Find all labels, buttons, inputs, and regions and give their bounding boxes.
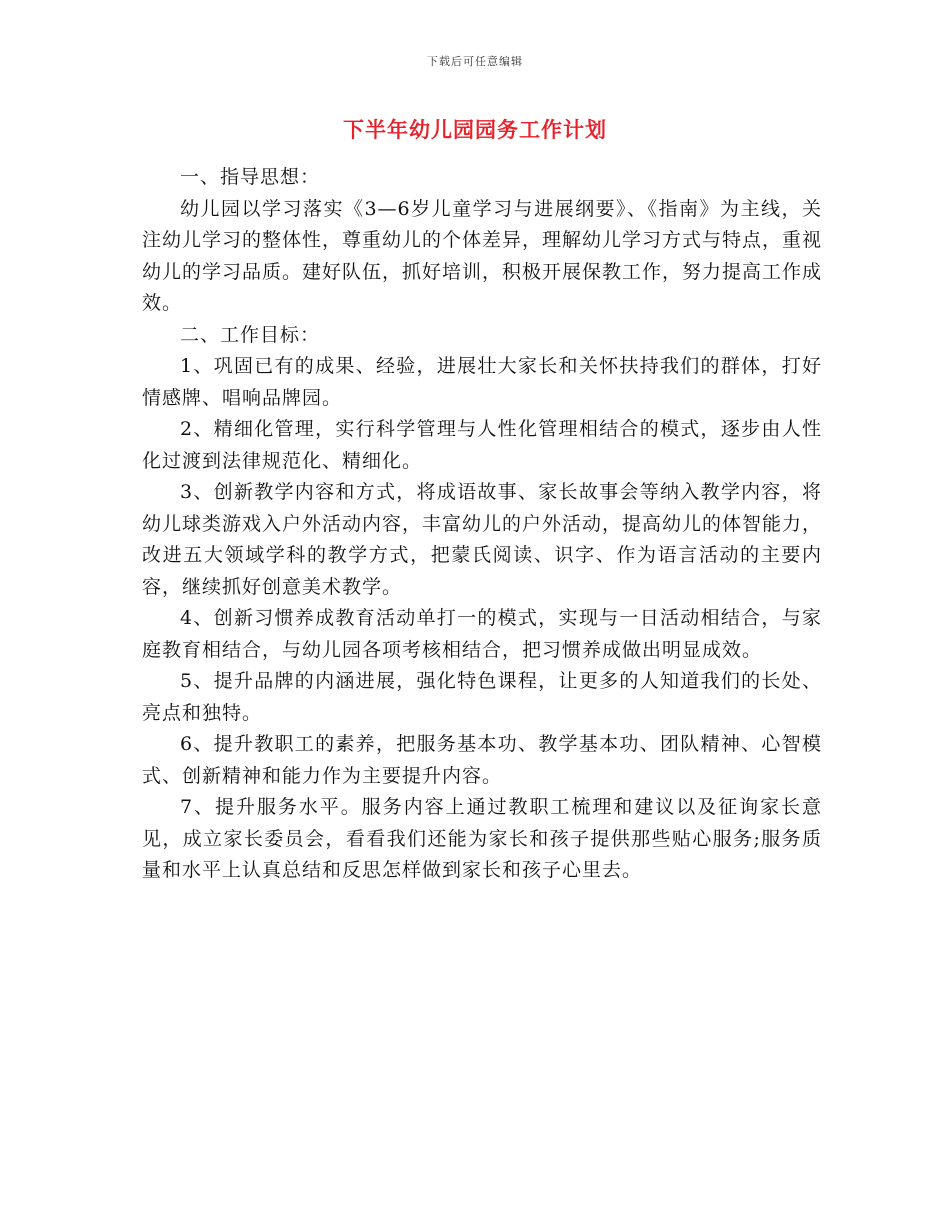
paragraph: 5、提升品牌的内涵进展，强化特色课程，让更多的人知道我们的长处、亮点和独特。 [142,670,822,724]
paragraph-section-heading-guiding: 一、指导思想： [180,166,321,188]
paragraph: 4、创新习惯养成教育活动单打一的模式，实现与一日活动相结合，与家庭教育相结合，与幼儿园各项考核相结合，把习惯养成做出明显成效。 [142,607,822,661]
paragraph: 6、提升教职工的素养，把服务基本功、教学基本功、团队精神、心智模式、创新精神和能力作为主要提升内容。 [142,733,822,787]
document-body [142,162,822,887]
paragraph: 3、创新教学内容和方式，将成语故事、家长故事会等纳入教学内容，将幼儿球类游戏入户外活动内容，丰富幼儿的户外活动，提高幼儿的体智能力，改进五大领域学科的教学方式，把蒙氏阅读、识字、作为语言活动的主要内容，继续抓好创意美术教学。 [142,481,823,598]
header-note: 下载后可任意编辑 [427,55,523,68]
paragraph: 1、巩固已有的成果、经验，进展壮大家长和关怀扶持我们的群体，打好情感牌、唱响品牌园。 [142,355,822,409]
document-title: 下半年幼儿园园务工作计划 [343,118,607,142]
paragraph: 7、提升服务水平。服务内容上通过教职工梳理和建议以及征询家长意见，成立家长委员会，看看我们还能为家长和孩子提供那些贴心服务;服务质量和水平上认真总结和反思怎样做到家长和孩子心里去。 [142,796,822,881]
paragraph: 幼儿园以学习落实《3—6岁儿童学习与进展纲要》、《指南》为主线，关注幼儿学习的整体性，尊重幼儿的个体差异，理解幼儿学习方式与特点，重视幼儿的学习品质。建好队伍，抓好培训，积极开展保教工作，努力提高工作成效。 [142,197,823,314]
paragraph: 2、精细化管理，实行科学管理与人性化管理相结合的模式，逐步由人性化过渡到法律规范化、精细化。 [142,418,822,472]
paragraph-section-heading-goals: 二、工作目标： [180,323,321,346]
